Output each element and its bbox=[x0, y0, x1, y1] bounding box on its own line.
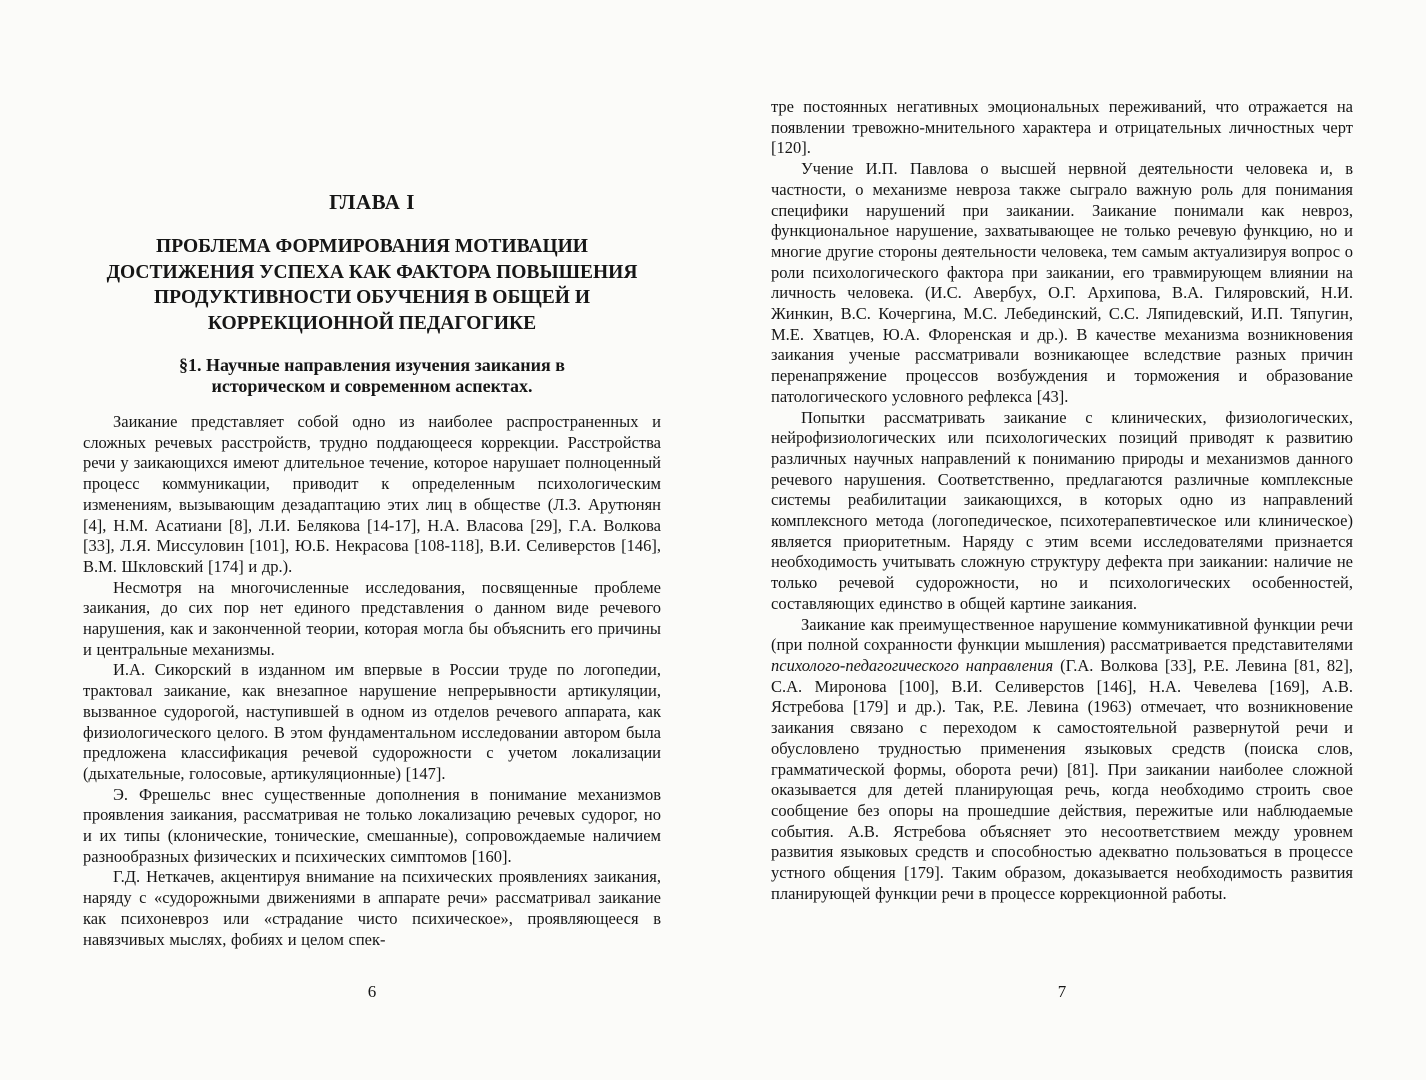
section-heading: §1. Научные направления изучения заикания в историческом и современном аспектах. bbox=[179, 355, 565, 396]
paragraph: Учение И.П. Павлова о высшей нервной деятельности человека и, в частности, о механизме невроза также сыграло важную роль для понимания специфики нарушений при заикании. Заикание понимали как невроз, функциональное нарушение, захватывающее не только речевую функцию, но и многие другие стороны деятельности человека, тем самым актуализируя вопрос о роли психологического фактора при заикании, его травмирующем влиянии на личность человека. (И.С. Авербух, О.Г. Архипова, В.А. Гиляровский, Н.И. Жинкин, В.С. Кочергина, М.С. Лебединский, С.С. Ляпидевский, И.П. Тяпугин, М.Е. Хватцев, Ю.А. Флоренская и др.). В качестве механизма возникновения заикания ученые рассматривали возникающее вследствие разных причин перенапряжение процессов возбуждения и торможения и образование патологического условного рефлекса [43]. bbox=[771, 159, 1353, 406]
paragraph: И.А. Сикорский в изданном им впервые в России труде по логопедии, трактовал заикание, как внезапное нарушение непрерывности артикуляции, вызванное судорогой, наступившей в одном из отделов речевого аппарата, как физиологического целого. В этом фундаментальном исследовании автором была предложена классификация речевой судорожности с учетом локализации (дыхательные, голосовые, артикуляционные) [147]. bbox=[83, 660, 661, 783]
paragraph: Г.Д. Неткачев, акцентируя внимание на психических проявлениях заикания, наряду с «судорожными движениями в аппарате речи» рассматривал заикание как психоневроз или «страдание чисто психическое», проявляющееся в навязчивых мыслях, фобиях и целом спек- bbox=[83, 867, 661, 949]
paragraph: Заикание представляет собой одно из наиболее распространенных и сложных речевых расстройств, трудно поддающееся коррекции. Расстройства речи у заикающихся имеют длительное течение, которое нарушает полноценный процесс коммуникации, приводит к определенным психологическим изменениям, вызывающим дезадаптацию этих лиц в обществе (Л.З. Арутюнян [4], Н.М. Асатиани [8], Л.И. Белякова [14-17], Н.А. Власова [29], Г.А. Волкова [33], Л.Я. Миссуловин [101], Ю.Б. Некрасова [108-118], В.И. Селиверстов [146], В.М. Шкловский [174] и др.). bbox=[83, 412, 661, 576]
paragraph-italic-term: психолого-педагогического направления bbox=[771, 655, 1054, 675]
page-right-body bbox=[771, 97, 1353, 904]
page-left-body bbox=[83, 412, 661, 950]
paragraph-text: Заикание как преимущественное нарушение коммуникативной функции речи (при полной сохранности функции мышления) рассматривается представителями bbox=[771, 614, 1353, 655]
paragraph-text: (Г.А. Волкова [33], Р.Е. Левина [81, 82], С.А. Миронова [100], В.И. Селиверстов [146], Н.А. Чевелева [169], А.В. Ястребова [179] и др.). Так, Р.Е. Левина (1963) отмечает, что возникновение заикания связано с переходом к самостоятельной развернутой речи и обусловлено трудностью применения языковых средств (поиска слов, грамматической формы, оборота речи) [81]. При заикании наиболее сложной оказывается для детей планирующая речь, когда необходимо строить свое сообщение без опоры на прошедшие действия, пережитые или наблюдаемые события. А.В. Ястребова объясняет это несоответствием между уровнем развития языковых средств и способностью адекватно пользоваться в процессе устного общения [179]. Таким образом, доказывается необходимость развития планирующей функции речи в процессе коррекционной работы. bbox=[771, 655, 1353, 903]
page-left bbox=[83, 0, 661, 1080]
paragraph: Попытки рассматривать заикание с клинических, физиологических, нейрофизиологических или психологических позиций приводят к развитию различных научных направлений к пониманию природы и механизмов данного речевого нарушения. Соответственно, предлагаются различные комплексные системы реабилитации заикающихся, в которых одно из направлений комплексного метода (логопедическое, психотерапевтическое или клиническое) является приоритетным. Наряду с этим всеми исследователями признается необходимость учитывать сложную структуру дефекта при заикании: наличие не только речевой судорожности, но и психологических особенностей, составляющих единство в общей картине заикания. bbox=[771, 407, 1353, 613]
chapter-title: ПРОБЛЕМА ФОРМИРОВАНИЯ МОТИВАЦИИ ДОСТИЖЕНИЯ УСПЕХА КАК ФАКТОРА ПОВЫШЕНИЯ ПРОДУКТИВНОСТИ ОБУЧЕНИЯ В ОБЩЕЙ И КОРРЕКЦИОННОЙ ПЕДАГОГИКЕ bbox=[106, 236, 638, 334]
paragraph-psych-pedagogical bbox=[771, 615, 1353, 905]
page-number-right: 7 bbox=[1057, 982, 1067, 1001]
paragraph: тре постоянных негативных эмоциональных переживаний, что отражается на появлении тревожно-мнительного характера и отрицательных личностных черт [120]. bbox=[771, 97, 1353, 158]
page-number-left: 6 bbox=[367, 982, 377, 1001]
paragraph: Э. Фрешельс внес существенные дополнения в понимание механизмов проявления заикания, рассматривая не только локализацию речевых судорог, но и их типы (клонические, тонические, смешанные), сопровождаемые наличием разнообразных физических и психических симптомов [160]. bbox=[83, 784, 661, 866]
chapter-heading: ГЛАВА I bbox=[329, 190, 415, 214]
paragraph: Несмотря на многочисленные исследования, посвященные проблеме заикания, до сих пор нет единого представления о данном виде речевого нарушения, как и законченной теории, которая могла бы объяснить его причины и центральные механизмы. bbox=[83, 577, 661, 659]
page-right bbox=[771, 0, 1353, 1080]
